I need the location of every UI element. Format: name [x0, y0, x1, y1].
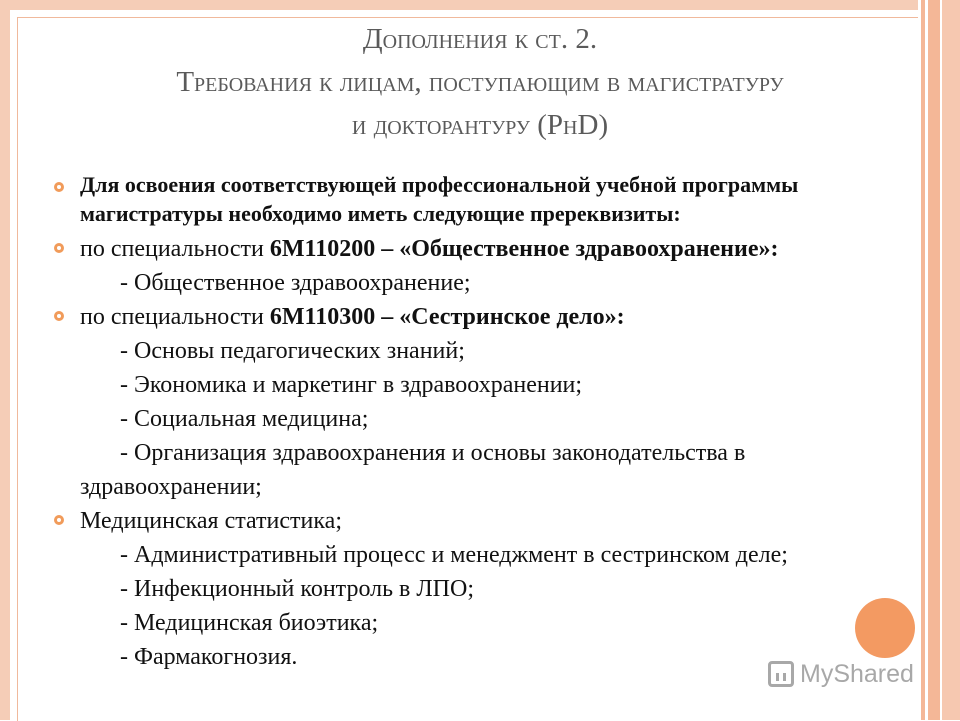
- list-item: - Общественное здравоохранение;: [120, 270, 471, 296]
- title-line-1: Дополнения к ст. 2.: [362, 23, 598, 55]
- spec1-prefix: по специальности: [80, 236, 270, 262]
- list-item: - Экономика и маркетинг в здравоохранении;: [120, 372, 583, 398]
- watermark-logo: [768, 656, 914, 692]
- bullet-spec-1: [50, 232, 920, 300]
- spec2-code: 6М110300 – «Сестринское дело»:: [269, 304, 625, 330]
- list-item: - Организация здравоохранения и основы законодательства в: [120, 440, 746, 466]
- bullet-icon: [54, 243, 64, 253]
- bullet-intro: [50, 170, 920, 228]
- bullet-icon: [54, 182, 64, 192]
- bullet-icon: [54, 515, 64, 525]
- decorative-circle: [855, 598, 915, 658]
- spec2-prefix: по специальности: [80, 304, 270, 330]
- list-item-continuation: здравоохранении;: [80, 474, 262, 500]
- list-item: - Фармакогнозия.: [120, 644, 298, 670]
- list-item: - Основы педагогических знаний;: [120, 338, 465, 364]
- bullet-section-3: [50, 504, 920, 674]
- bullet-icon: [54, 311, 64, 321]
- decorative-stripes: [918, 0, 960, 720]
- myshared-icon: [768, 661, 794, 687]
- title-line-3: и докторантуру (PhD): [351, 109, 609, 141]
- title-line-2: Требования к лицам, поступающим в магистратуру: [176, 66, 784, 98]
- list-item: - Инфекционный контроль в ЛПО;: [120, 576, 474, 602]
- list-item: - Медицинская биоэтика;: [120, 610, 379, 636]
- slide-content: [50, 170, 920, 674]
- slide-title: [40, 18, 920, 147]
- list-item: - Административный процесс и менеджмент в сестринском деле;: [120, 542, 788, 568]
- list-item: - Социальная медицина;: [120, 406, 369, 432]
- section3-label: Медицинская статистика;: [80, 508, 342, 534]
- watermark-text: MyShared: [800, 659, 914, 688]
- intro-text: Для освоения соответствующей профессиональной учебной программы магистратуры необходимо иметь следующие пререквизиты:: [80, 172, 799, 226]
- bullet-spec-2: [50, 300, 920, 504]
- spec1-code: 6М110200 – «Общественное здравоохранение»:: [269, 236, 779, 262]
